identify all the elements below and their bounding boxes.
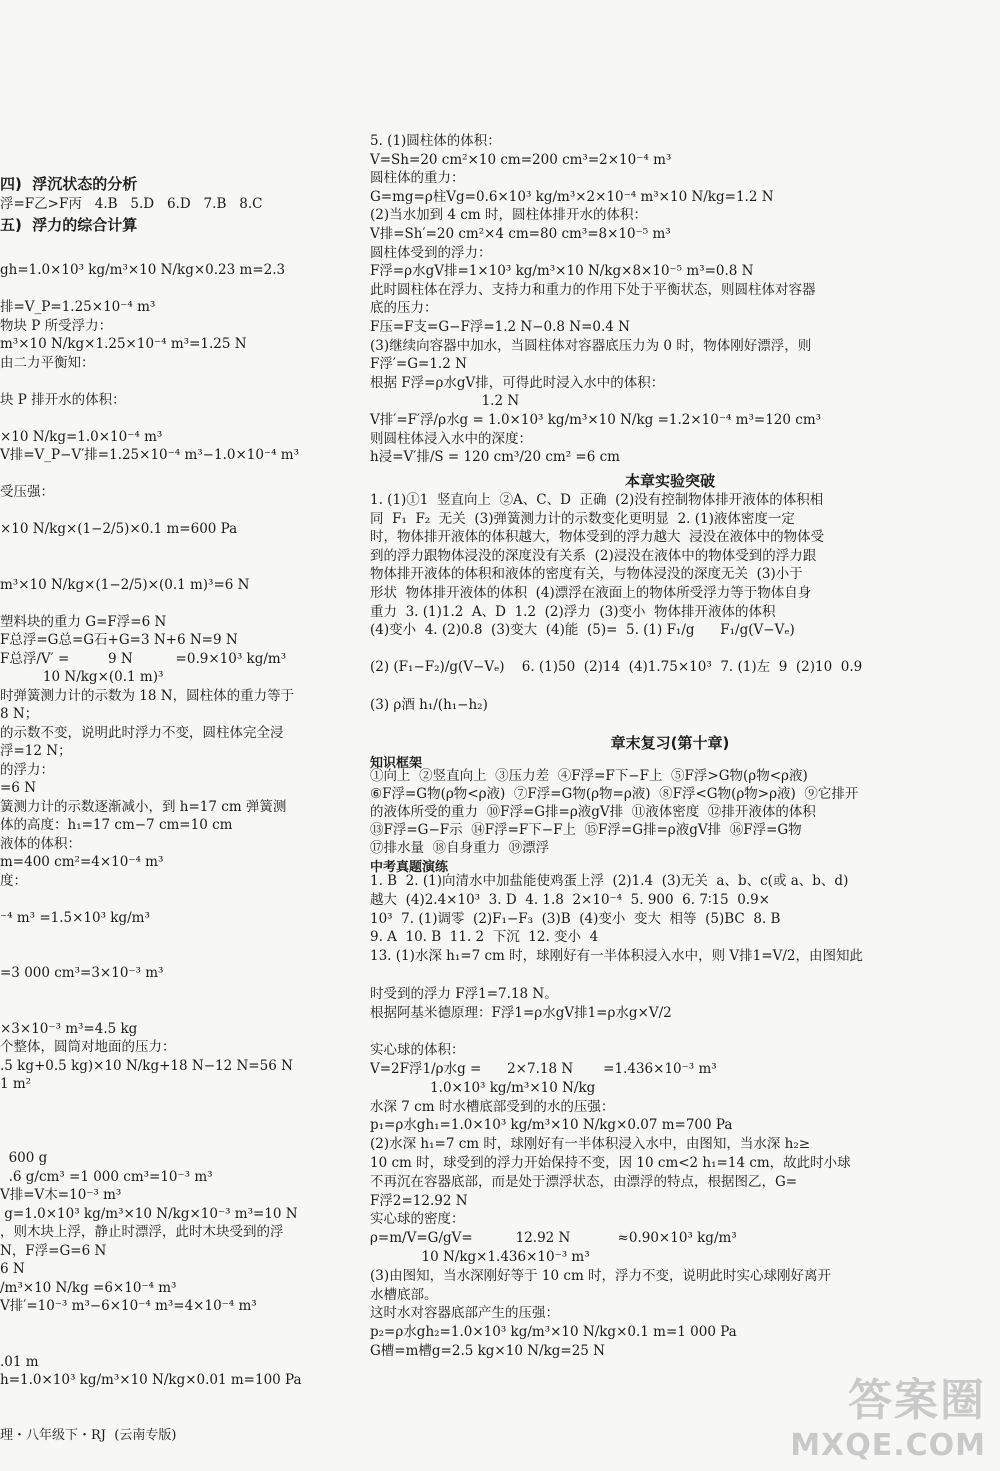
text-line: ⑥F浮=G物(ρ物<ρ液) ⑦F浮=G物(ρ物=ρ液) ⑧F浮<G物(ρ物>ρ液) ⑨它排开 — [370, 786, 859, 802]
text-line: 根据阿基米德原理：F浮1=ρ水gV排1=ρ水g×V/2 — [370, 1004, 672, 1021]
text-line: =3 000 cm³=3×10⁻³ m³ — [0, 965, 164, 981]
text-line: 圆柱体受到的浮力： — [370, 244, 492, 261]
text-line: (2)水深 h₁=7 cm 时，球刚好有一半体积浸入水中，由图知，当水深 h₂≥ — [370, 1136, 811, 1153]
text-line: 则圆柱体浸入水中的深度： — [370, 430, 532, 447]
text-line: ⁻⁴ m³ =1.5×10³ kg/m³ — [0, 909, 150, 926]
text-line: 度： — [0, 872, 27, 889]
text-line: ×10 N/kg×(1−2/5)×0.1 m=600 Pa — [0, 521, 238, 537]
text-line: 水深 7 cm 时水槽底部受到的水的压强： — [370, 1098, 615, 1115]
text-line: 到的浮力跟物体浸没的深度没有关系 (2)浸没在液体中的物体受到的浮力跟 — [370, 547, 817, 564]
text-line: (4)变小 4. (2)0.8 (3)变大 (4)能 (5)= 5. (1) F₁/g F₁/g(V−Vₑ) — [370, 622, 795, 639]
text-line: V=Sh=20 cm²×10 cm=200 cm³=2×10⁻⁴ m³ — [370, 151, 672, 168]
text-line: ①向上 ②竖直向上 ③压力差 ④F浮=F下−F上 ⑤F浮>G物(ρ物<ρ液) — [370, 768, 808, 784]
text-line: 由二力平衡知： — [0, 354, 95, 371]
page-footer: 理・八年级下・RJ (云南专版) — [0, 1428, 177, 1443]
text-line: gh=1.0×10³ kg/m³×10 N/kg×0.23 m=2.3 — [0, 262, 286, 278]
text-line: 簧测力计的示数逐渐减小，到 h=17 cm 弹簧测 — [0, 798, 287, 815]
text-line: 浮=12 N； — [0, 743, 72, 759]
text-line: m³×10 N/kg×1.25×10⁻⁴ m³=1.25 N — [0, 336, 247, 352]
text-line: F浮2=12.92 N — [370, 1192, 468, 1209]
text-line: .01 m — [0, 1353, 39, 1370]
text-line: g=1.0×10³ kg/m³×10 N/kg×10⁻³ m³=10 N — [0, 1205, 298, 1222]
text-line: 实心球的体积： — [370, 1042, 465, 1059]
text-line: 13. (1)水深 h₁=7 cm 时，球刚好有一半体积浸入水中，则 V排1=V/2，由图知此 — [370, 948, 863, 965]
text-line: 10 cm 时，球受到的浮力开始保持不变，因 10 cm<2 h₁=14 cm，故此时小球 — [370, 1155, 851, 1171]
subheading-knowledge-framework: 知识框架 — [370, 756, 423, 771]
text-line: 时，物体排开液体的体积越大，物体受到的浮力越大 浸没在液体中的物体受 — [370, 529, 825, 546]
text-line: V排′=F′浮/ρ水g = 1.0×10³ kg/m³×10 N/kg =1.2×10⁻⁴ m³=120 cm³ — [370, 412, 822, 428]
text-line: F压=F支=G−F浮=1.2 N−0.8 N=0.4 N — [370, 319, 630, 335]
text-line: 1. B 2. (1)向清水中加盐能使鸡蛋上浮 (2)1.4 (3)无关 a、b、c(或 a、b、d) — [370, 873, 849, 889]
text-line: 物体排开液体的体积和液体的密度有关，与物体浸没的深度无关 (3)小于 — [370, 566, 803, 583]
text-line: 水槽底部。 — [370, 1286, 438, 1303]
text-line: m=400 cm²=4×10⁻⁴ m³ — [0, 854, 164, 870]
text-line: 底的压力： — [370, 300, 438, 317]
text-line: F浮′=G=1.2 N — [370, 356, 467, 373]
text-line: ×3×10⁻³ m³=4.5 kg — [0, 1020, 138, 1037]
section-title-experiments: 本章实验突破 — [624, 472, 715, 490]
text-line: 这时水对容器底部产生的压强： — [370, 1305, 559, 1322]
subheading-exam-practice: 中考真题演练 — [370, 860, 449, 875]
text-line: ⑬F浮=G−F示 ⑭F浮=F下−F上 ⑮F浮=G排=ρ液gV排 ⑯F浮=G物 — [370, 822, 802, 838]
text-line: 9. A 10. B 11. 2 下沉 12. 变小 4 — [370, 929, 599, 946]
section-heading-5: 五) 浮力的综合计算 — [0, 216, 138, 234]
text-line: 的液体所受的重力 ⑩F浮=G排=ρ液gV排 ⑪液体密度 ⑫排开液体的体积 — [370, 804, 816, 820]
text-line: 圆柱体的重力： — [370, 170, 465, 187]
text-line: 时弹簧测力计的示数为 18 N，圆柱体的重力等于 — [0, 687, 295, 704]
text-line: 块 P 排开水的体积： — [0, 391, 126, 408]
text-line: 8 N； — [0, 706, 39, 722]
watermark-logo: 答案圈 MXQE.COM — [790, 1375, 986, 1463]
text-line: 600 g — [0, 1150, 48, 1166]
text-line: 此时圆柱体在浮力、支持力和重力的作用下处于平衡状态，则圆柱体对容器 — [370, 281, 816, 298]
text-line: 液体的体积： — [0, 835, 81, 852]
text-line: ×10 N/kg=1.0×10⁻⁴ m³ — [0, 428, 163, 445]
text-line: ρ=m/V=G/gV= 12.92 N ≈0.90×10³ kg/m³ — [370, 1230, 737, 1247]
text-line: 根据 F浮=ρ水gV排，可得此时浸入水中的体积： — [370, 374, 665, 391]
text-line: 的示数不变，说明此时浮力不变，圆柱体完全浸 — [0, 724, 284, 741]
text-line: 同 F₁ F₂ 无关 (3)弹簧测力计的示数变化更明显 2. (1)液体密度一定 — [370, 510, 795, 527]
text-line: V排′=10⁻³ m³−6×10⁻⁴ m³=4×10⁻⁴ m³ — [0, 1298, 257, 1314]
text-line: .6 g/cm³ =1 000 cm³=10⁻³ m³ — [0, 1168, 213, 1185]
text-line: 1.0×10³ kg/m³×10 N/kg — [370, 1079, 596, 1096]
text-line: V排=V木=10⁻³ m³ — [0, 1187, 122, 1203]
text-line: V排=V_P−V′排=1.25×10⁻⁴ m³−1.0×10⁻⁴ m³ — [0, 447, 299, 463]
text-line: (2) (F₁−F₂)/g(V−Vₑ) 6. (1)50 (2)14 (4)1.75×10³ 7. (1)左 9 (2)10 0.9 — [370, 659, 863, 676]
text-line: 10 N/kg×1.436×10⁻³ m³ — [370, 1249, 590, 1265]
text-line: 排=V_P=1.25×10⁻⁴ m³ — [0, 299, 156, 315]
text-line: p₂=ρ水gh₂=1.0×10³ kg/m³×10 N/kg×0.1 m=1 000 Pa — [370, 1324, 737, 1341]
text-line: F总浮=G总=G石+G=3 N+6 N=9 N — [0, 632, 238, 648]
text-line: F浮=ρ水gV排=1×10³ kg/m³×10 N/kg×8×10⁻⁵ m³=0.8 N — [370, 263, 754, 280]
text-line: ，则木块上浮，静止时漂浮，此时木块受到的浮 — [0, 1224, 284, 1240]
text-line: 物块 P 所受浮力： — [0, 317, 113, 334]
text-line: 实心球的密度： — [370, 1211, 465, 1228]
text-line: (3)继续向容器中加水，当圆柱体对容器底压力为 0 时，物体刚好漂浮，则 — [370, 337, 812, 354]
text-line: m³×10 N/kg×(1−2/5)×(0.1 m)³=6 N — [0, 576, 250, 593]
text-line: h=1.0×10³ kg/m³×10 N/kg×0.01 m=100 Pa — [0, 1372, 302, 1388]
text-line: V排=Sh′=20 cm²×4 cm=80 cm³=8×10⁻⁵ m³ — [370, 226, 671, 242]
text-line: 6 N — [0, 1261, 25, 1277]
text-line: 塑料块的重力 G=F浮=6 N — [0, 613, 167, 630]
left-column — [0, 0, 345, 1471]
text-line: 不再沉在容器底部，而是处于漂浮状态，由漂浮的特点，根据图乙，G= — [370, 1173, 798, 1190]
text-line: 个整体，圆筒对地面的压力： — [0, 1039, 176, 1055]
text-line: ⑰排水量 ⑱自身重力 ⑲漂浮 — [370, 840, 550, 856]
section-heading-4: 四) 浮沉状态的分析 — [0, 175, 138, 193]
text-line: 受压强： — [0, 484, 54, 500]
text-line: 重力 3. (1)1.2 A、D 1.2 (2)浮力 (3)变小 物体排开液体的体积 — [370, 603, 776, 620]
text-line: 的浮力： — [0, 761, 54, 778]
text-line: V=2F浮1/ρ水g = 2×7.18 N =1.436×10⁻³ m³ — [370, 1061, 717, 1077]
text-line: .5 kg+0.5 kg)×10 N/kg+18 N−12 N=56 N — [0, 1057, 293, 1074]
text-line: N，F浮=G=6 N — [0, 1242, 107, 1259]
text-line: h浸=V′排/S = 120 cm³/20 cm² =6 cm — [370, 449, 620, 466]
answer-line: 浮=F乙>F丙 4.B 5.D 6.D 7.B 8.C — [0, 196, 263, 212]
text-line: 时受到的浮力 F浮1=7.18 N。 — [370, 985, 558, 1002]
text-line: 10³ 7. (1)调零 (2)F₁−F₃ (3)B (4)变小 变大 相等 (5)BC 8. B — [370, 910, 781, 927]
text-line: (3) ρ酒 h₁/(h₁−h₂) — [370, 696, 488, 713]
text-line: /m³×10 N/kg =6×10⁻⁴ m³ — [0, 1279, 177, 1296]
text-line: 1.2 N — [370, 393, 520, 410]
text-line: (2)当水加到 4 cm 时，圆柱体排开水的体积： — [370, 207, 647, 224]
text-line: 5. (1)圆柱体的体积： — [370, 133, 501, 149]
text-line: 形状 物体排开液体的体积 (4)漂浮在液面上的物体所受浮力等于物体自身 — [370, 585, 812, 601]
text-line: G=mg=ρ柱Vg=0.6×10³ kg/m³×2×10⁻⁴ m³×10 N/kg=1.2 N — [370, 188, 774, 205]
text-line: G槽=m槽g=2.5 kg×10 N/kg=25 N — [370, 1343, 605, 1359]
text-line: =6 N — [0, 780, 37, 796]
text-line: 体的高度：h₁=17 cm−7 cm=10 cm — [0, 817, 233, 833]
text-line: 1 m² — [0, 1076, 32, 1092]
text-line: 1. (1)①1 竖直向上 ②A、C、D 正确 (2)没有控制物体排开液体的体积相 — [370, 492, 824, 508]
text-line: p₁=ρ水gh₁=1.0×10³ kg/m³×10 N/kg×0.07 m=700 Pa — [370, 1117, 733, 1134]
text-line: 越大 (4)2.4×10³ 3. D 4. 1.8 2×10⁻⁴ 5. 900 6. 7∶15 0.9× — [370, 891, 770, 908]
text-line: F总浮/V′ = 9 N =0.9×10³ kg/m³ — [0, 650, 287, 667]
text-line: 10 N/kg×(0.1 m)³ — [0, 669, 164, 685]
text-line: (3)由图知，当水深刚好等于 10 cm 时，浮力不变，说明此时实心球刚好离开 — [370, 1267, 832, 1284]
section-title-chapter-review: 章末复习(第十章) — [610, 734, 730, 752]
